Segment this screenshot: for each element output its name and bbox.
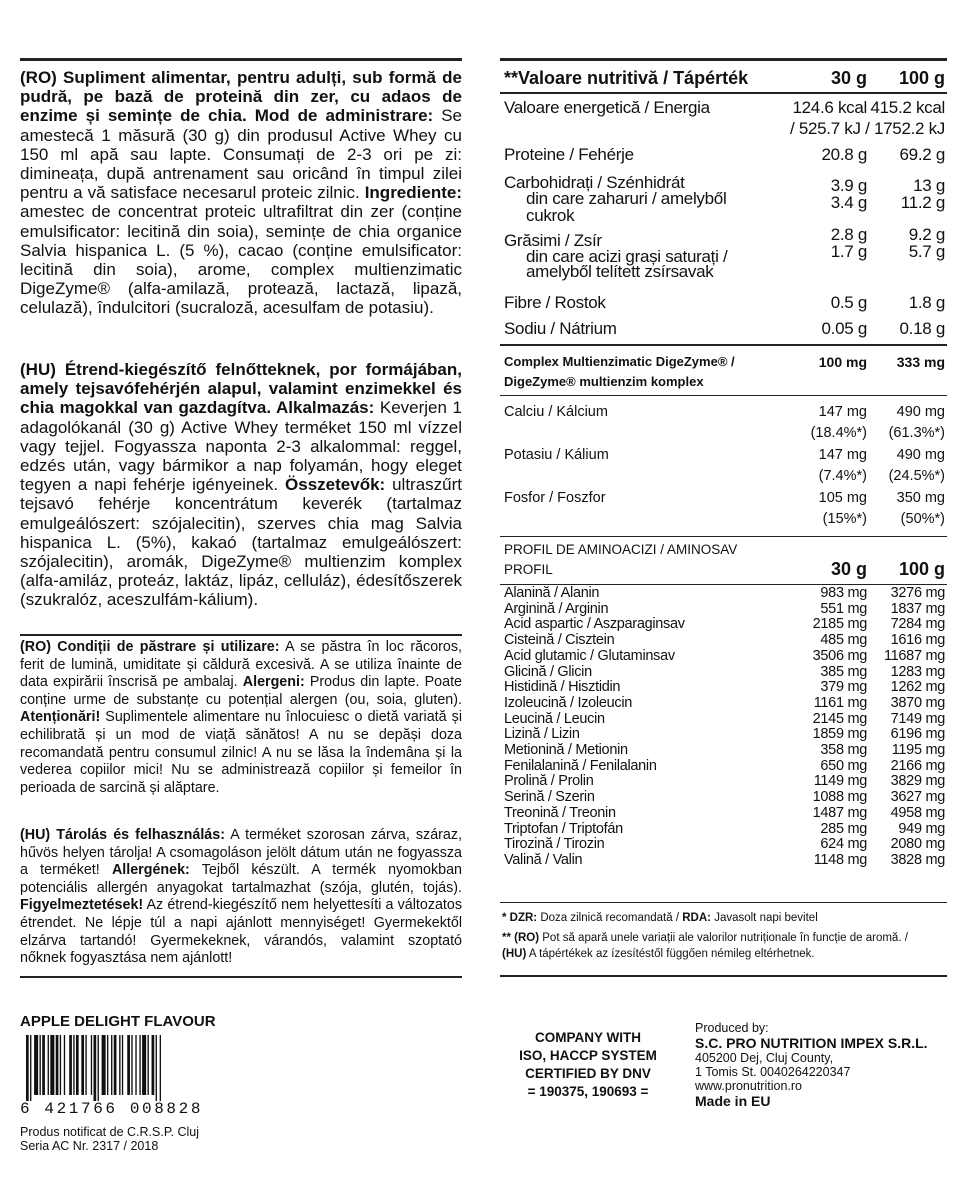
amino-label: Leucină / Leucin — [504, 710, 605, 727]
footnote-hu-text: A tápértékek az ízesítéstől függően némileg eltérhetnek. — [526, 948, 815, 960]
barcode-image — [24, 1035, 214, 1105]
producer-block — [695, 1021, 955, 1109]
certification-block — [503, 1029, 673, 1101]
amino-30g: 3506 mg — [812, 647, 867, 664]
ro-allergens-text: Produs din lapte. Poate conține urme de substanțe cu potențial alergen (ou, soia, gluten). — [20, 674, 462, 708]
ro-storage-label: (RO) Condiții de păstrare și utilizare: — [20, 639, 280, 655]
barcode-bar — [148, 1035, 149, 1095]
enzyme-100g: 333 mg — [896, 354, 945, 370]
enzyme-30g: 100 mg — [818, 354, 867, 370]
barcode-bar — [156, 1035, 157, 1101]
amino-header-label-2: PROFIL — [504, 562, 553, 577]
hu-warnings-text: Az étrend-kiegészítő nem helyettesíti a változatos étrendet. Ne lépje túl a napi ajánlott mennyiséget! Gyermekektől elzárva tartandó! Gyermekeknek, várandós, valamint szoptató nőknek fogyasztása nem ajánlott! — [20, 897, 462, 967]
mineral-100g: 490 mg — [896, 404, 945, 420]
amino-30g: 650 mg — [820, 757, 867, 774]
barcode-bar — [73, 1035, 74, 1095]
amino-label: Alanină / Alanin — [504, 585, 600, 601]
satfat-100g: 5.7 g — [908, 242, 945, 261]
enzyme-label-2: DigeZyme® multienzim komplex — [504, 374, 704, 389]
mineral-label: Calciu / Kálcium — [504, 404, 608, 420]
enzyme-label: Complex Multienzimatic DigeZyme® / — [504, 354, 735, 369]
barcode-bar — [34, 1035, 38, 1095]
fat-100g: 9.2 g — [908, 225, 945, 244]
hu-warnings-label: Figyelmeztetések! — [20, 897, 144, 914]
barcode-bar — [94, 1035, 97, 1101]
protein-label: Proteine / Fehérje — [504, 145, 634, 164]
satfat-label: din care acizi grași saturați / — [526, 247, 728, 266]
amino-100g: 3627 mg — [890, 789, 945, 806]
barcode-bar — [119, 1035, 120, 1095]
flavour-label: APPLE DELIGHT FLAVOUR — [20, 1013, 216, 1030]
energy-100g: 415.2 kcal — [870, 98, 945, 117]
amino-30g: 1487 mg — [812, 804, 867, 821]
amino-100g: 1195 mg — [891, 742, 945, 758]
amino-header-100g: 100 g — [898, 559, 945, 579]
protein-30g: 20.8 g — [821, 145, 867, 164]
footnotes-bottom-rule — [500, 975, 947, 977]
amino-label: Valină / Valin — [504, 851, 583, 868]
website: www.pronutrition.ro — [695, 1079, 802, 1093]
barcode-bar — [152, 1035, 155, 1095]
barcode-bar — [56, 1035, 59, 1095]
ro-storage-text: A se păstra în loc răcoros, ferit de lumină, umiditate și căldură excesivă. A se utiliza înainte de data expirării înscrisă pe ambalaj. — [20, 639, 462, 691]
amino-100g: 4958 mg — [890, 804, 945, 821]
barcode-bar — [48, 1035, 49, 1095]
amino-label: Lizină / Lizin — [504, 726, 580, 743]
amino-label: Treonină / Treonin — [504, 804, 616, 821]
mineral-100g: 490 mg — [896, 447, 945, 463]
amino-100g: 2080 mg — [890, 836, 945, 853]
amino-label: Arginină / Arginin — [504, 600, 609, 617]
amino-label: Metionină / Metionin — [504, 742, 628, 758]
amino-100g: 1837 mg — [890, 600, 945, 617]
sodium-30g: 0.05 g — [821, 319, 867, 338]
hu-storage-text: A terméket szorosan zárva, száraz, hűvös helyen tárolja! A csomagoláson jelölt dátum után ne fogyassza a terméket! — [20, 827, 462, 879]
ro-ingredients-label: Ingrediente: — [364, 183, 462, 203]
barcode-bar — [139, 1035, 140, 1095]
hu-storage-label: (HU) Tárolás és felhasználás: — [20, 827, 225, 843]
amino-30g: 379 mg — [820, 679, 867, 696]
hu-allergens-text: Tejből készült. A termék nyomokban potenciális allergén anyagokat tartalmazhat (szója, glutén, tojás). — [20, 862, 462, 896]
header-label: **Valoare nutritivă / Tápérték — [504, 68, 749, 88]
amino-30g: 1149 mg — [813, 773, 867, 790]
mineral-pct-30g: (7.4%*) — [818, 468, 867, 484]
footnotes — [502, 910, 947, 962]
mineral-30g: 147 mg — [818, 404, 867, 420]
amino-30g: 1859 mg — [812, 726, 867, 743]
amino-100g: 1262 mg — [890, 679, 945, 696]
amino-30g: 551 mg — [820, 600, 867, 617]
fibre-100g: 1.8 g — [908, 293, 945, 312]
hu-ingredients: ultraszűrt tejsavó fehérje koncentrátum keverék (tartalmaz emulgeálószert: szójalecitin), szerves chia mag Salvia hispanica L. (5%), kakaó (tartalmaz emulgeálószert: szójalecitin), aromák, DigeZyme® multienzim komplex (alfa-amiláz, proteáz, laktáz, lipáz, celluláz), édesítőszerek (szukralóz, aceszulfám-kálium). — [20, 475, 462, 610]
amino-label: Acid aspartic / Aszparaginsav — [504, 616, 685, 633]
barcode-digits: 6 421766 008828 — [20, 1100, 204, 1118]
hu-storage — [20, 827, 462, 968]
barcode-bar — [81, 1035, 84, 1095]
sodium-label: Sodiu / Nátrium — [504, 319, 617, 338]
carbs-100g: 13 g — [913, 176, 945, 195]
barcode-bar — [85, 1035, 86, 1095]
barcode-bar — [42, 1035, 45, 1095]
footnote-2 — [502, 930, 947, 946]
amino-30g: 2145 mg — [812, 710, 867, 727]
mineral-label: Potasiu / Kálium — [504, 447, 609, 463]
amino-label: Izoleucină / Izoleucin — [504, 694, 633, 711]
amino-100g: 1283 mg — [890, 663, 945, 680]
barcode-bar — [102, 1035, 106, 1095]
barcode-bar — [26, 1035, 29, 1101]
header-100g: 100 g — [898, 68, 945, 88]
footnote-1 — [502, 910, 947, 926]
address-line-2: 1 Tomis St. 0040264220347 — [695, 1065, 851, 1079]
ro-intro: (RO) Supliment alimentar, pentru adulți, sub formă de pudră, pe bază de proteină din zer, cu adaos de enzime și semințe de chia. Mod de administrare: — [20, 68, 462, 126]
barcode-bar — [114, 1035, 117, 1095]
footnote-rda-text: Javasolt napi bevitel — [711, 912, 818, 924]
amino-label: Fenilalanină / Fenilalanin — [504, 757, 657, 774]
cert-line: ISO, HACCP SYSTEM — [519, 1048, 657, 1063]
mineral-30g: 147 mg — [818, 447, 867, 463]
energy-label: Valoare energetică / Energia — [504, 98, 710, 117]
barcode-bar — [107, 1035, 108, 1095]
amino-30g: 624 mg — [820, 836, 867, 853]
cert-line: = 190375, 190693 = — [527, 1084, 649, 1099]
ro-storage — [20, 639, 462, 797]
amino-100g: 7149 mg — [890, 710, 945, 727]
amino-label: Tirozină / Tirozin — [504, 836, 605, 853]
amino-list — [500, 586, 947, 902]
mineral-pct-30g: (15%*) — [822, 511, 867, 527]
hu-description — [20, 360, 462, 610]
fat-30g: 2.8 g — [830, 225, 867, 244]
made-in-label: Made in EU — [695, 1093, 771, 1109]
amino-header-30g: 30 g — [830, 559, 867, 579]
mineral-pct-100g: (50%*) — [900, 511, 945, 527]
fibre-30g: 0.5 g — [830, 293, 867, 312]
barcode-bar — [122, 1035, 123, 1095]
amino-30g: 385 mg — [820, 663, 867, 680]
hu-intro: (HU) Étrend-kiegészítő felnőtteknek, por formájában, amely tejsavófehérjén alapul, valamint enzimekkel és chia magokkal van gazdagítva. Alkalmazás: — [20, 360, 462, 418]
carbs-30g: 3.9 g — [830, 176, 867, 195]
amino-header-label: PROFIL DE AMINOACIZI / AMINOSAV — [504, 542, 738, 557]
amino-30g: 983 mg — [820, 585, 867, 601]
barcode-bar — [40, 1035, 41, 1095]
header-rule — [500, 92, 947, 94]
footnote-hu: (HU) — [502, 948, 527, 960]
top-rule-right — [500, 58, 947, 61]
barcode-bar — [142, 1035, 146, 1095]
amino-label: Triptofan / Triptofán — [504, 820, 623, 837]
barcode-bar — [91, 1035, 92, 1095]
amino-label: Cisteină / Cisztein — [504, 632, 615, 649]
ro-usage: Se amestecă 1 măsură (30 g) din produsul Active Whey cu 150 ml apă sau lapte. Consumați de 2-3 ori pe zi: dimineața, după antrenament sau oricând în timpul zilei pentru a vă satisface necesarul proteic zilnic. — [20, 106, 462, 203]
footnote-dzr: * DZR: — [502, 912, 538, 924]
cert-line: CERTIFIED BY DNV — [525, 1066, 651, 1081]
barcode-bar — [30, 1035, 31, 1101]
amino-30g: 1088 mg — [812, 789, 867, 806]
barcode-bar — [127, 1035, 130, 1095]
mineral-30g: 105 mg — [818, 490, 867, 506]
energy-kj: / 525.7 kJ / 1752.2 kJ — [790, 119, 945, 138]
amino-100g: 2166 mg — [890, 757, 945, 774]
barcode-bar — [69, 1035, 72, 1095]
barcode-bar — [135, 1035, 136, 1095]
barcode-bar — [111, 1035, 112, 1095]
ro-warnings-label: Atenționări! — [20, 709, 101, 726]
satfat-30g: 1.7 g — [830, 242, 867, 261]
footnote-3 — [502, 946, 947, 962]
notified-line-2: Seria AC Nr. 2317 / 2018 — [20, 1139, 159, 1153]
minerals-bottom-rule — [500, 536, 947, 537]
barcode-bar — [50, 1035, 54, 1095]
amino-100g: 6196 mg — [890, 726, 945, 743]
amino-30g: 285 mg — [820, 820, 867, 837]
ro-description — [20, 68, 462, 318]
barcode-bar — [131, 1035, 132, 1095]
barcode-bar — [60, 1035, 61, 1095]
mineral-pct-30g: (18.4%*) — [810, 425, 867, 441]
top-rule-left — [20, 58, 462, 61]
barcode-bar — [76, 1035, 79, 1095]
hu-allergens-label: Allergének: — [111, 862, 190, 879]
amino-label: Acid glutamic / Glutaminsav — [504, 647, 675, 664]
amino-label: Serină / Szerin — [504, 789, 595, 806]
amino-30g: 2185 mg — [812, 616, 867, 633]
sugars-label: din care zaharuri / amelyből — [526, 189, 727, 208]
hu-ingredients-label: Összetevők: — [285, 475, 386, 495]
amino-100g: 3870 mg — [890, 694, 945, 711]
barcode-bar — [160, 1035, 161, 1101]
energy-30g: 124.6 kcal — [792, 98, 867, 117]
amino-30g: 485 mg — [820, 632, 867, 649]
mineral-label: Fosfor / Foszfor — [504, 490, 606, 506]
carbs-label: Carbohidrați / Szénhidrát — [504, 173, 685, 192]
sugars-100g: 11.2 g — [900, 193, 945, 212]
footnote-rda: RDA: — [682, 912, 711, 924]
ro-warnings-text: Suplimentele alimentare nu înlocuiesc o dietă variată și echilibrată și un mod de viață sănătos! A nu se depăși doza recomandată pentru consumul zilnic! A nu se lăsa la îndemâna și la vederea copiilor mici! Nu se administrează copiilor și femeilor în perioada de sarcină și alăptare. — [20, 709, 462, 796]
enzyme-top-rule — [500, 344, 947, 346]
left-divider-2 — [20, 976, 462, 978]
address-line-1: 405200 Dej, Cluj County, — [695, 1051, 834, 1065]
amino-30g: 1148 mg — [813, 851, 867, 868]
barcode-bar — [98, 1035, 99, 1101]
amino-100g: 3829 mg — [890, 773, 945, 790]
amino-100g: 3276 mg — [890, 585, 945, 601]
table-header — [500, 68, 947, 92]
mineral-pct-100g: (61.3%*) — [888, 425, 945, 441]
mineral-pct-100g: (24.5%*) — [888, 468, 945, 484]
protein-100g: 69.2 g — [899, 145, 945, 164]
satfat-label-2: amelyből telített zsírsavak — [526, 262, 714, 281]
sodium-100g: 0.18 g — [899, 319, 945, 338]
ro-ingredients: amestec de concentrat proteic ultrafiltrat din zer (conține emulsificator: lecitină din soia), semințe de chia organice Salvia hispanica L. (5 %), cacao (conține emulsificator: lecitină din soia), arome, complex multienzimatic DigeZyme® (alfa-amilază, protează, lactază, lipază, celulază), îndulcitori (sucraloză, acesulfam de potasiu). — [20, 202, 462, 318]
enzyme-bottom-rule — [500, 395, 947, 396]
mineral-100g: 350 mg — [896, 490, 945, 506]
fat-label: Grăsimi / Zsír — [504, 231, 602, 250]
footnote-ro-text: Pot să apară unele variații ale valorilor nutriționale în funcție de aromă. / — [539, 932, 908, 944]
amino-30g: 358 mg — [820, 742, 867, 758]
amino-label: Prolină / Prolin — [504, 773, 594, 790]
amino-30g: 1161 mg — [813, 694, 867, 711]
amino-bottom-rule — [500, 902, 947, 903]
amino-100g: 949 mg — [898, 820, 945, 837]
ro-allergens-label: Alergeni: — [242, 674, 305, 691]
barcode-bar — [64, 1035, 65, 1095]
footnote-dzr-text: Doza zilnică recomandată / — [537, 912, 683, 924]
sugars-30g: 3.4 g — [830, 193, 867, 212]
amino-label: Histidină / Hisztidin — [504, 679, 621, 696]
footnote-ro: ** (RO) — [502, 932, 540, 944]
header-30g: 30 g — [830, 68, 867, 88]
sugars-label-2: cukrok — [526, 206, 575, 225]
amino-100g: 3828 mg — [890, 851, 945, 868]
fibre-label: Fibre / Rostok — [504, 293, 606, 312]
hu-usage: Keverjen 1 adagolókanál (30 g) Active Whey terméket 150 ml vízzel vagy tejjel. Fogyassza naponta 2-3 alkalommal: reggel, edzés után, vagy bármikor a nap folyamán, hogy eleget tegyen a napi fehérje igényeinek. — [20, 398, 462, 495]
amino-100g: 1616 mg — [890, 632, 945, 649]
left-divider-1 — [20, 634, 462, 636]
notified-line-1: Produs notificat de C.R.S.P. Cluj — [20, 1125, 200, 1139]
company-name: S.C. PRO NUTRITION IMPEX S.R.L. — [695, 1035, 928, 1051]
amino-label: Glicină / Glicin — [504, 663, 592, 680]
amino-100g: 7284 mg — [890, 616, 945, 633]
cert-line: COMPANY WITH — [535, 1030, 641, 1045]
amino-100g: 11687 mg — [883, 647, 945, 664]
produced-by-label: Produced by: — [695, 1021, 769, 1035]
